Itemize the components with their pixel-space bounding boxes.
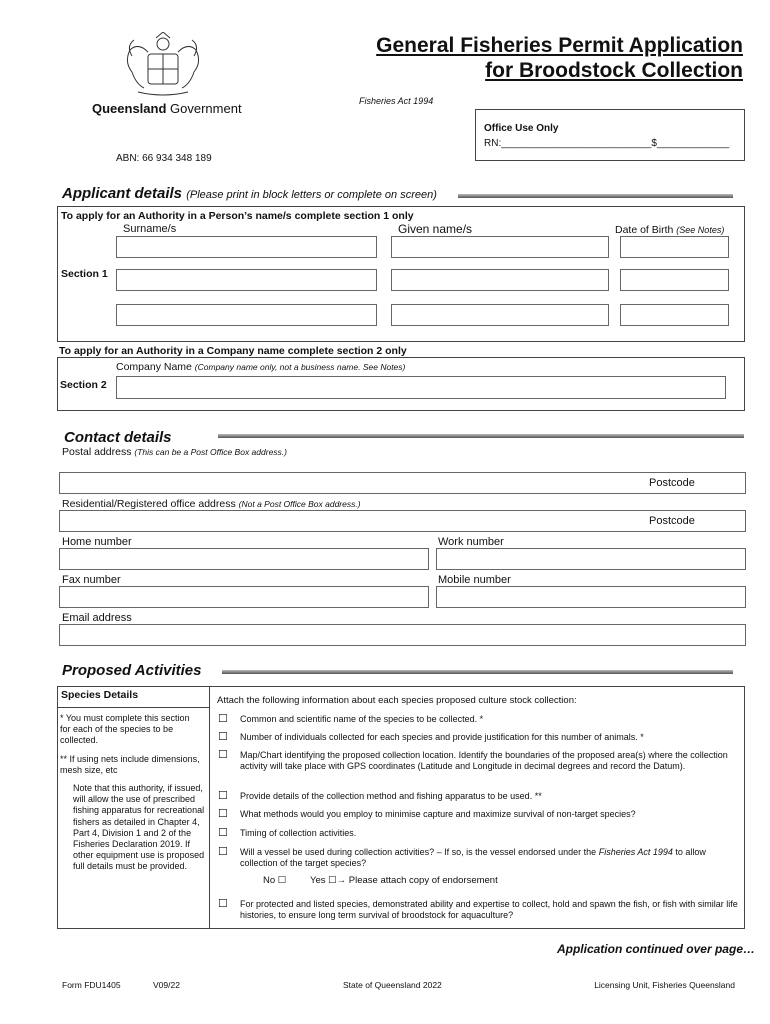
fax-number-field[interactable] [59, 586, 429, 608]
dob-field-3[interactable] [620, 304, 729, 326]
section2-intro: To apply for an Authority in a Company name complete section 2 only [59, 345, 407, 357]
section1-label: Section 1 [61, 268, 108, 280]
note-authority: Note that this authority, if issued, will allow the use of prescribed fishing apparatus for recreational fishers as detailed in Chapter 4, Part 4, Division 1 and 2 of the Fisheries Declaration 2019. If other equipment use is proposed full details must be provided. [73, 783, 205, 872]
section1-intro: To apply for an Authority in a Person’s name/s complete section 1 only [61, 210, 414, 222]
dob-field-2[interactable] [620, 269, 729, 291]
surname-field-2[interactable] [116, 269, 377, 291]
applicant-heading-note: (Please print in block letters or complete on screen) [186, 189, 437, 201]
note-complete-each-species: * You must complete this section for each of the species to be collected. [60, 713, 190, 745]
divider-activities [222, 670, 733, 674]
company-label-text: Company Name [116, 361, 192, 373]
act-reference: Fisheries Act 1994 [359, 96, 434, 106]
checkbox-item2[interactable]: ☐ [218, 731, 228, 743]
residential-note: (Not a Post Office Box address.) [238, 499, 361, 509]
fax-number-label: Fax number [62, 574, 121, 586]
residential-label [62, 498, 361, 510]
given-name-label: Given name/s [398, 222, 473, 236]
form-number: Form FDU1405 [62, 980, 121, 990]
vessel-yes-option[interactable]: Yes ☐→ Please attach copy of endorsement [310, 875, 498, 886]
surname-label: Surname/s [123, 223, 177, 235]
logo-text-bold: Queensland [92, 101, 167, 116]
postal-label [62, 446, 287, 458]
dob-label [615, 224, 724, 236]
contact-heading: Contact details [64, 429, 172, 446]
item-vessel-text-b: to allow collection of the target species? [240, 847, 706, 868]
surname-field-1[interactable] [116, 236, 377, 258]
checkbox-item3[interactable]: ☐ [218, 749, 228, 761]
work-number-field[interactable] [436, 548, 746, 570]
mobile-number-label: Mobile number [438, 574, 511, 586]
activities-heading: Proposed Activities [62, 662, 202, 679]
applicant-heading-text: Applicant details [62, 185, 183, 202]
dob-label-text: Date of Birth [615, 224, 674, 236]
residential-address-field[interactable] [59, 510, 746, 532]
dob-note: (See Notes) [676, 225, 725, 235]
activities-column-divider [209, 686, 210, 929]
company-note: (Company name only, not a business name. See Notes) [194, 362, 406, 372]
item-timing: Timing of collection activities. [240, 828, 357, 838]
species-heading: Species Details [61, 689, 139, 701]
checkbox-item4[interactable]: ☐ [218, 790, 228, 802]
vessel-no-option[interactable]: No ☐ [263, 875, 287, 886]
species-heading-divider [57, 707, 210, 708]
postal-label-text: Postal address [62, 446, 132, 458]
home-number-field[interactable] [59, 548, 429, 570]
form-title-line1: General Fisheries Permit Application [376, 34, 743, 57]
note-nets: ** If using nets include dimensions, mesh size, etc [60, 754, 200, 775]
item-species-name: Common and scientific name of the species to be collected. * [240, 714, 484, 724]
company-name-field[interactable] [116, 376, 726, 399]
checkbox-item6[interactable]: ☐ [218, 827, 228, 839]
checkbox-item5[interactable]: ☐ [218, 808, 228, 820]
continued-over-page: Application continued over page… [556, 942, 755, 956]
checkbox-item8[interactable]: ☐ [218, 898, 228, 910]
section2-label: Section 2 [60, 379, 107, 391]
checkbox-item7[interactable]: ☐ [218, 846, 228, 858]
surname-field-3[interactable] [116, 304, 377, 326]
postcode-label-1: Postcode [649, 477, 695, 489]
mobile-number-field[interactable] [436, 586, 746, 608]
form-version: V09/22 [153, 980, 180, 990]
dob-field-1[interactable] [620, 236, 729, 258]
postcode-label-2: Postcode [649, 515, 695, 527]
item-individuals-number: Number of individuals collected for each species and provide justification for this number of animals. * [240, 732, 644, 742]
form-title-line2: for Broodstock Collection [485, 59, 743, 82]
item-protected-species: For protected and listed species, demonstrated ability and expertise to collect, hold and spawn the fish, or fish with similar life histories, to ensure long term survival of broodstock for aquaculture? [240, 899, 738, 920]
email-label: Email address [62, 612, 132, 624]
attach-intro: Attach the following information about each species proposed culture stock collection: [217, 695, 577, 706]
copyright: State of Queensland 2022 [343, 980, 442, 990]
work-number-label: Work number [438, 536, 504, 548]
licensing-unit: Licensing Unit, Fisheries Queensland [594, 980, 735, 990]
applicant-heading [62, 185, 437, 202]
logo-text-rest: Government [166, 101, 242, 116]
divider-applicant [458, 194, 733, 198]
office-use-title: Office Use Only [484, 123, 559, 134]
email-field[interactable] [59, 624, 746, 646]
given-name-field-3[interactable] [391, 304, 609, 326]
item-collection-method: Provide details of the collection method and fishing apparatus to be used. ** [240, 791, 542, 801]
postal-address-field[interactable] [59, 472, 746, 494]
given-name-field-2[interactable] [391, 269, 609, 291]
item-map-chart: Map/Chart identifying the proposed collection location. Identify the boundaries of the proposed area(s) where the collection activity will take place with GPS coordinates (Latitude and Longitude in decimal degrees and record the Datum). [240, 750, 728, 771]
logo-text [92, 101, 242, 116]
item-vessel-act: Fisheries Act 1994 [598, 847, 673, 857]
item-non-target-species: What methods would you employ to minimise capture and maximize survival of non-target species? [240, 809, 636, 819]
office-use-box [475, 109, 745, 161]
queensland-crest-logo [118, 32, 208, 100]
home-number-label: Home number [62, 536, 132, 548]
item-vessel-text-a: Will a vessel be used during collection activities? – If so, is the vessel endorsed under the [240, 847, 599, 857]
item-vessel [240, 847, 745, 869]
company-label [116, 361, 405, 373]
postal-note: (This can be a Post Office Box address.) [134, 447, 287, 457]
divider-contact [218, 434, 744, 438]
office-use-rn: RN:___________________________$_____________ [484, 138, 730, 149]
given-name-field-1[interactable] [391, 236, 609, 258]
checkbox-item1[interactable]: ☐ [218, 713, 228, 725]
residential-label-text: Residential/Registered office address [62, 498, 236, 510]
abn: ABN: 66 934 348 189 [116, 153, 212, 164]
